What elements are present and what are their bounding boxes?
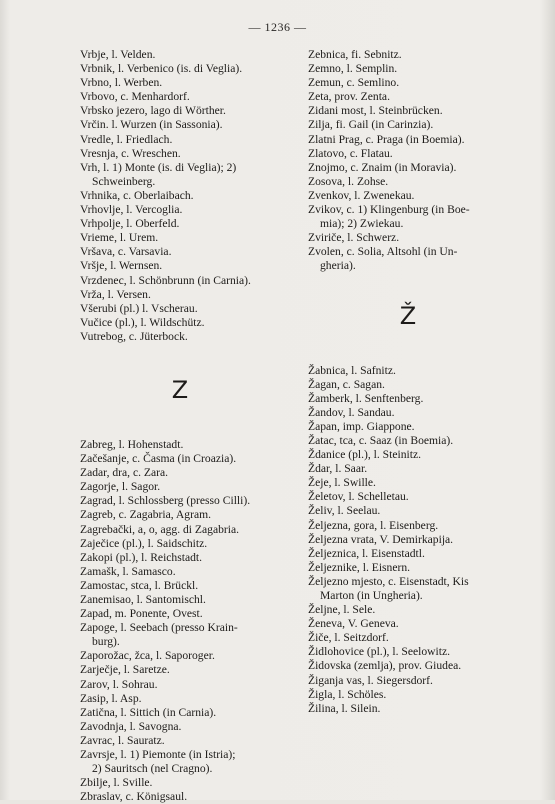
dictionary-entry: Željeznica, l. Eisenstadtl.	[308, 546, 425, 560]
section-letter-zh: Ž	[399, 301, 417, 330]
dictionary-entry: Vršava, c. Varsavia.	[80, 245, 172, 259]
dictionary-entry: Ždar, l. Saar.	[308, 462, 368, 476]
section-letter-z: Z	[171, 375, 189, 404]
dictionary-entry: Židovska (zemlja), prov. Giudea.	[308, 659, 462, 673]
dictionary-entry: Vrh, l. 1) Monte (is. di Veglia); 2)	[80, 160, 237, 174]
dictionary-entry: mia); 2) Zwiekau.	[320, 217, 404, 231]
dictionary-entry: Zarječje, l. Saretze.	[80, 663, 170, 677]
dictionary-entry: Zvenkov, l. Zwenekau.	[308, 188, 415, 202]
dictionary-entry: Vresnja, c. Wreschen.	[80, 146, 181, 160]
dictionary-entry: Želiv, l. Seelau.	[308, 504, 381, 518]
right-column	[308, 48, 530, 716]
dictionary-entry: Žagan, c. Sagan.	[308, 377, 385, 391]
dictionary-entry: Zavrac, l. Sauratz.	[80, 733, 165, 747]
page-number: — 1236 —	[248, 20, 307, 34]
dictionary-entry: Zlatni Prag, c. Praga (in Boemia).	[308, 132, 465, 146]
dictionary-entry: Vrzdenec, l. Schönbrunn (in Carnia).	[80, 273, 251, 287]
dictionary-entry: Željezno mjesto, c. Eisenstadt, Kis	[308, 574, 469, 588]
dictionary-entry: Vrbsko jezero, lago di Wörther.	[80, 104, 226, 118]
dictionary-entry: Zagrebački, a, o, agg. di Zagabria.	[80, 522, 240, 536]
dictionary-entry: Žabnica, l. Safnitz.	[308, 363, 396, 377]
dictionary-entry: Žandov, l. Sandau.	[308, 405, 395, 419]
dictionary-entry: Zavrsje, l. 1) Piemonte (in Istria);	[80, 748, 236, 762]
dictionary-entry: Vrhnika, c. Oberlaibach.	[80, 188, 194, 202]
dictionary-entry: Vrža, l. Versen.	[80, 287, 151, 301]
dictionary-entry: Zatična, l. Sittich (in Carnia).	[80, 705, 217, 719]
right-top-entries	[308, 48, 530, 274]
dictionary-entry: Žilina, l. Silein.	[308, 701, 381, 715]
dictionary-entry: Vutrebog, c. Jüterbock.	[80, 329, 188, 343]
dictionary-entry: Zosova, l. Zohse.	[308, 174, 389, 188]
dictionary-entry: Želetov, l. Schelletau.	[308, 490, 409, 504]
dictionary-entry: Vrbje, l. Velden.	[80, 48, 156, 61]
dictionary-entry: Ždanice (pl.), l. Steinitz.	[308, 448, 422, 462]
dictionary-entry: gheria).	[320, 259, 356, 273]
dictionary-entry: Vučice (pl.), l. Wildschütz.	[80, 315, 205, 329]
dictionary-entry: Zbraslav, c. Königsaul.	[80, 790, 188, 804]
dictionary-entry: Vrhpolje, l. Oberfeld.	[80, 217, 180, 231]
dictionary-entry: Žiganja vas, l. Siegersdorf.	[308, 673, 433, 687]
dictionary-entry: 2) Sauritsch (nel Cragno).	[92, 762, 213, 776]
dictionary-entry: Žatac, tca, c. Saaz (in Boemia).	[308, 433, 454, 447]
dictionary-entry: Zvikov, c. 1) Klingenburg (in Boe-	[308, 203, 470, 217]
dictionary-entry: Željeznike, l. Eisnern.	[308, 560, 411, 574]
dictionary-entry: Zeta, prov. Zenta.	[308, 90, 390, 104]
dictionary-entry: Zasip, l. Asp.	[80, 691, 142, 705]
dictionary-entry: Vrbno, l. Werben.	[80, 76, 163, 90]
dictionary-entry: Zaječice (pl.), l. Saidschitz.	[80, 536, 208, 550]
dictionary-entry: Zvolen, c. Solia, Altsohl (in Un-	[308, 245, 458, 259]
dictionary-entry: Marton (in Ungheria).	[320, 589, 423, 602]
dictionary-entry: Žapan, imp. Giappone.	[308, 419, 415, 433]
dictionary-entry: Vrieme, l. Urem.	[80, 231, 159, 245]
dictionary-entry: Zemun, c. Semlino.	[308, 76, 400, 90]
dictionary-entry: Vrbovo, c. Menhardorf.	[80, 90, 190, 104]
left-top-entries	[80, 48, 300, 344]
dictionary-entry: Žigla, l. Schöles.	[308, 687, 387, 701]
dictionary-entry: Zanemisao, l. Santomischl.	[80, 593, 206, 606]
dictionary-entry: Željezna vrata, V. Demirkapija.	[308, 532, 454, 546]
dictionary-entry: Zakopi (pl.), l. Reichstadt.	[80, 550, 203, 564]
dictionary-entry: Zagreb, c. Zagabria, Agram.	[80, 508, 212, 522]
left-z-entries	[80, 438, 300, 804]
dictionary-entry: Vrhovlje, l. Vercoglia.	[80, 203, 183, 217]
dictionary-entry: Zaporožac, žca, l. Saporoger.	[80, 649, 215, 663]
dictionary-entry: Žamberk, l. Senftenberg.	[308, 391, 424, 405]
dictionary-entry: Zviriče, l. Schwerz.	[308, 231, 400, 245]
left-column	[80, 48, 300, 804]
dictionary-entry: Zagorje, l. Sagor.	[80, 480, 161, 494]
dictionary-entry: Vršje, l. Wernsen.	[80, 259, 163, 273]
dictionary-entry: Željne, l. Sele.	[308, 603, 376, 617]
dictionary-entry: Zidani most, l. Steinbrücken.	[308, 104, 443, 118]
dictionary-entry: Zagrad, l. Schlossberg (presso Cilli).	[80, 494, 251, 508]
right-zh-entries	[308, 364, 530, 716]
dictionary-entry: Začešanje, c. Časma (in Croazia).	[80, 452, 237, 466]
dictionary-entry: Všerubi (pl.) l. Vscherau.	[80, 301, 198, 315]
dictionary-entry: Zapoge, l. Seebach (presso Krain-	[80, 621, 238, 635]
dictionary-entry: Vrčin. l. Wurzen (in Sassonia).	[80, 118, 223, 132]
dictionary-entry: Schweinberg.	[92, 174, 156, 188]
dictionary-entry: Ženeva, V. Geneva.	[308, 617, 399, 631]
dictionary-entry: Željezna, gora, l. Eisenberg.	[308, 518, 439, 532]
dictionary-entry: Zavodnja, l. Savogna.	[80, 719, 182, 733]
dictionary-entry: Zarov, l. Sohrau.	[80, 677, 158, 691]
dictionary-entry: Židlohovice (pl.), l. Seelowitz.	[308, 645, 450, 659]
dictionary-entry: Zamašk, l. Samasco.	[80, 564, 176, 578]
dictionary-entry: Žiče, l. Seitzdorf.	[308, 631, 389, 645]
dictionary-entry: burg).	[92, 635, 120, 649]
dictionary-entry: Zebnica, fi. Sebnitz.	[308, 48, 402, 61]
dictionary-entry: Zbilje, l. Sville.	[80, 776, 153, 790]
dictionary-entry: Zemno, l. Semplin.	[308, 62, 398, 76]
dictionary-entry: Znojmo, c. Znaim (in Moravia).	[308, 160, 457, 174]
dictionary-entry: Vrbnik, l. Verbenico (is. di Veglia).	[80, 62, 243, 76]
dictionary-entry: Zabreg, l. Hohenstadt.	[80, 437, 184, 451]
dictionary-entry: Zilja, fi. Gail (in Carinzia).	[308, 118, 434, 132]
dictionary-entry: Vredle, l. Friedlach.	[80, 132, 173, 146]
dictionary-entry: Zapad, m. Ponente, Ovest.	[80, 607, 203, 621]
dictionary-entry: Zlatovo, c. Flatau.	[308, 146, 393, 160]
dictionary-entry: Zamostac, stca, l. Brückl.	[80, 578, 199, 592]
dictionary-entry: Žeje, l. Swille.	[308, 476, 376, 490]
dictionary-entry: Zadar, dra, c. Zara.	[80, 466, 169, 480]
